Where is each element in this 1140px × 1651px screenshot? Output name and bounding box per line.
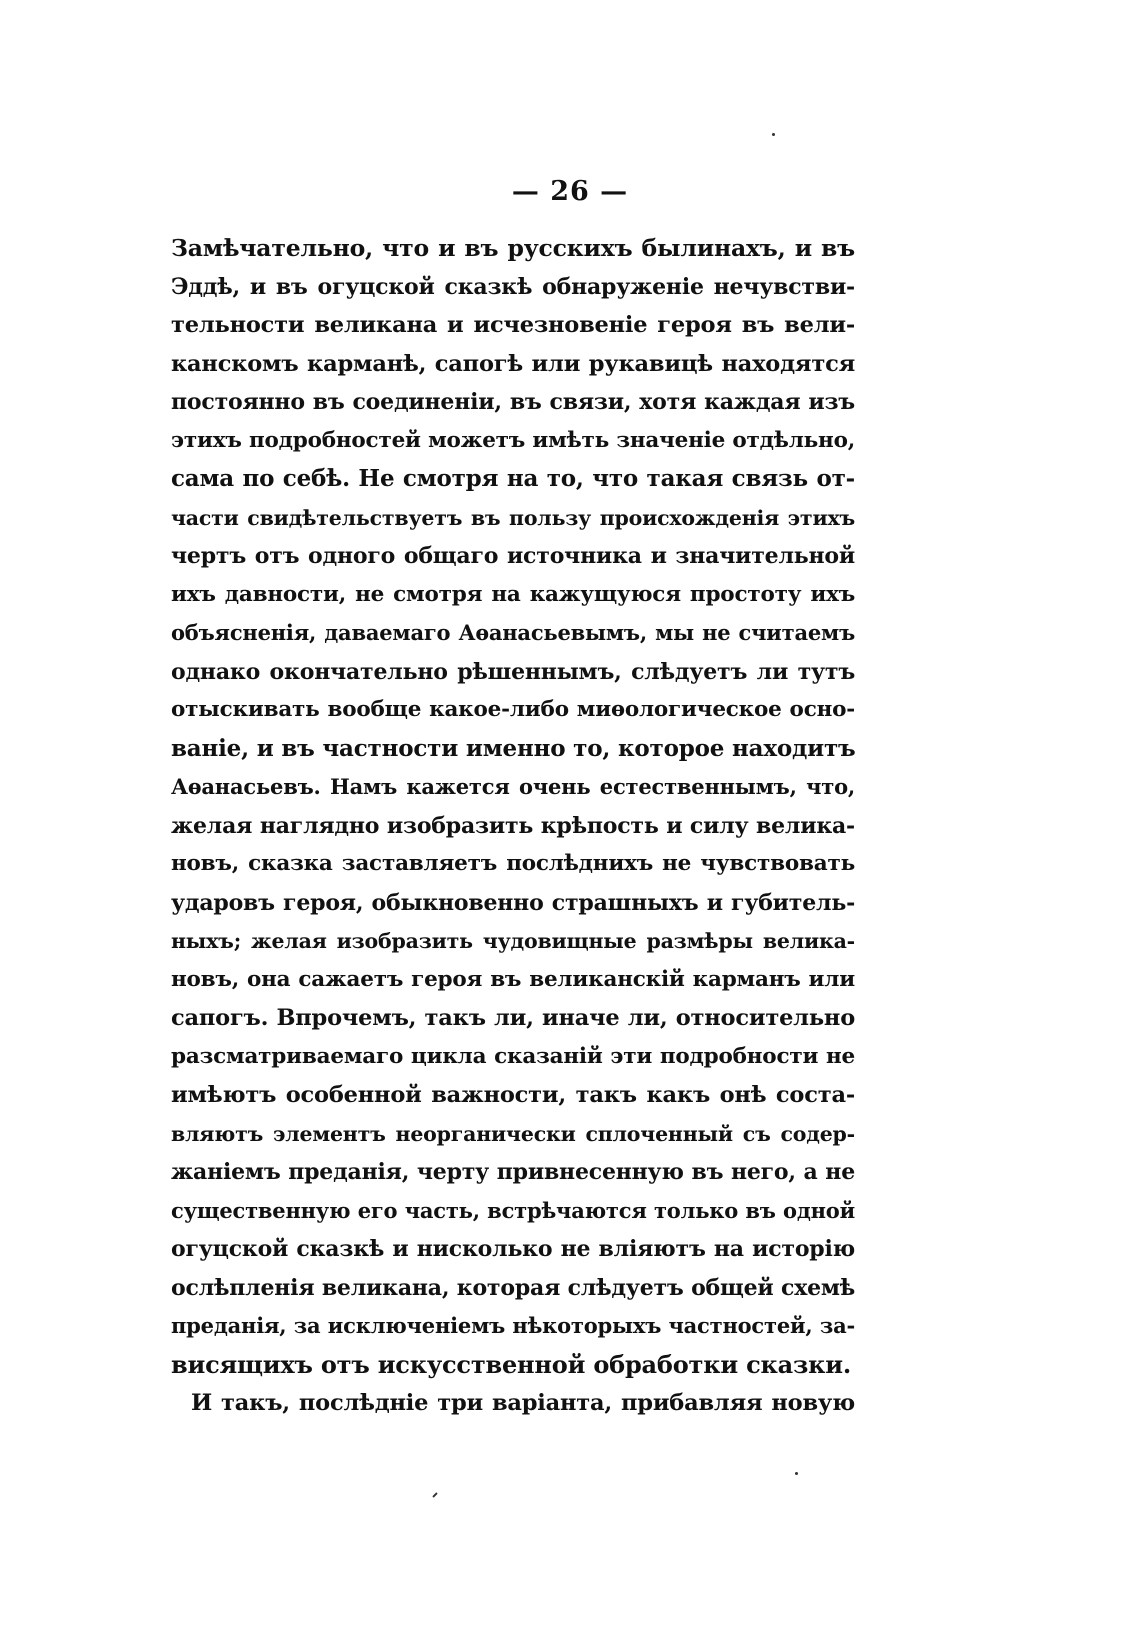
text-line: Замѣчательно, что и въ русскихъ былинахъ, и въ [171, 234, 855, 262]
text-line: ваніе, и въ частности именно то, которое находитъ [171, 734, 855, 762]
text-line: тельности великана и исчезновеніе героя въ вели- [171, 312, 855, 338]
text-line: ударовъ героя, обыкновенно страшныхъ и губитель- [171, 889, 855, 916]
text-line: сапогъ. Впрочемъ, такъ ли, иначе ли, относительно [171, 1005, 855, 1031]
text-line: новъ, она сажаетъ героя въ великанскій карманъ или [171, 966, 855, 992]
text-line: объясненія, даваемаго Аѳанасьевымъ, мы не считаемъ [171, 620, 855, 645]
text-line: канскомъ карманѣ, сапогѣ или рукавицѣ находятся [171, 350, 855, 377]
scan-speck [432, 1492, 438, 1498]
text-line: ныхъ; желая изобразить чудовищные размѣры велика- [171, 929, 855, 953]
text-line: части свидѣтельствуетъ въ пользу происхожденія этихъ [171, 505, 855, 530]
text-line: отыскивать вообще какое-либо миѳологическое осно- [171, 697, 855, 722]
text-line: чертъ отъ одного общаго источника и значительной [171, 543, 855, 569]
text-line: новъ, сказка заставляетъ послѣднихъ не чувствовать [171, 851, 855, 876]
text-line: существенную его часть, встрѣчаются только въ одной [171, 1197, 855, 1223]
text-line: огуцской сказкѣ и нисколько не вліяютъ на исторію [171, 1236, 855, 1262]
text-line: преданія, за исключеніемъ нѣкоторыхъ частностей, за- [171, 1313, 855, 1338]
page-number: — 26 — [511, 176, 629, 207]
text-line: однако окончательно рѣшеннымъ, слѣдуетъ ли тутъ [171, 658, 855, 685]
text-line: ихъ давности, не смотря на кажущуюся простоту ихъ [171, 581, 855, 607]
text-line: висящихъ отъ искусственной обработки сказки. [171, 1349, 851, 1379]
text-line: имѣютъ особенной важности, такъ какъ онѣ соста- [171, 1082, 855, 1108]
text-line: разсматриваемаго цикла сказаній эти подробности не [171, 1043, 855, 1069]
text-line: этихъ подробностей можетъ имѣть значеніе отдѣльно, [171, 427, 855, 453]
text-line: сама по себѣ. Не смотря на то, что такая связь от- [171, 465, 855, 492]
body-text [171, 229, 855, 1423]
text-line: вляютъ элементъ неорганически сплоченный съ содер- [171, 1121, 855, 1146]
scan-speck [795, 1472, 798, 1475]
text-line: Эддѣ, и въ огуцской сказкѣ обнаруженіе нечувстви- [171, 273, 855, 300]
text-line: жаніемъ преданія, черту привнесенную въ него, а не [171, 1159, 855, 1185]
paragraph-1 [171, 229, 855, 1384]
text-line: ослѣпленія великана, которая слѣдуетъ общей схемѣ [171, 1274, 855, 1301]
text-line: постоянно въ соединеніи, въ связи, хотя каждая изъ [171, 389, 855, 415]
text-line: Аѳанасьевъ. Намъ кажется очень естественнымъ, что, [171, 774, 855, 799]
paragraph-2 [171, 1384, 855, 1423]
text-line: желая наглядно изобразить крѣпость и силу велика- [171, 812, 855, 839]
text-line: И такъ, послѣдніе три варіанта, прибавляя новую [191, 1390, 855, 1416]
scan-speck [772, 133, 775, 136]
